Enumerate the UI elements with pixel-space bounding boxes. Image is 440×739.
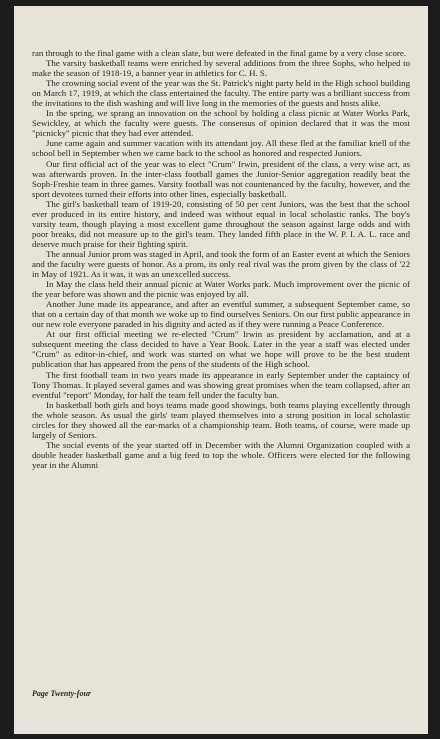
paragraph: Another June made its appearance, and after an eventful summer, a subsequent September came, so that on a certain day of that month we woke up to find ourselves Seniors. On our first public appearance in our new role everyone paraded in his dignity and acted as if they were running a Peace Conference. — [32, 299, 410, 330]
paragraph: Our first official act of the year was to elect "Crum" Irwin, president of the class, a very wise act, as was afterwards proven. In the inter-class football games the Junior-Senior aggregation readily beat the Soph-Freshie team in three games. Varsity football was not countenanced by the faculty, however, and the sport devotees turned their efforts into other lines, especially basketball. — [32, 158, 410, 199]
paragraph: June came again and summer vacation with its attendant joy. All these fled at the familiar knell of the school bell in September when we came back to the school as honored and respected Juniors. — [32, 138, 410, 159]
paragraph: In the spring, we sprang an innovation on the school by holding a class picnic at Water Works Park, Sewickley, at which the faculty were guests. The consensus of opinion declared that it was the most "picnicky" picnic that they had ever attended. — [32, 108, 410, 139]
paragraph: ran through to the final game with a clean slate, but were defeated in the final game by a very close score. — [32, 48, 406, 58]
paragraph: The annual Junior prom was staged in April, and took the form of an Easter event at which the Seniors and the faculty were guests of honor. As a prom, its only real rival was the prom given by the class of '22 in May of 1921. As it was, it was an unexcelled success. — [32, 248, 410, 280]
paragraph: The social events of the year started off in December with the Alumni Organization coupled with a double header basketball game and a big feed to top the whole. Officers were elected for the following year in the Alumni — [32, 439, 410, 470]
page-number: Page Twenty-four — [32, 689, 92, 698]
paragraph: At our first official meeting we re-elected "Crum" Irwin as president by acclamation, and at a subsequent meeting the class decided to have a Year Book. Later in the year a staff was elected under "Crum" as editor-in-chief, and work was started on what we hope will prove to be the best student publication that has appeared from the pens of the students of the High school. — [32, 329, 410, 370]
paragraph: The girl's basketball team of 1919-20, consisting of 50 per cent Juniors, was the best that the school ever produced in its entire history, and indeed was without equal in local scholastic ranks. The boy's varsity team, though playing a most excellent game throughout the season against large odds and with poor breaks, did not measure up to the girl's team. They landed fifth place in the W. P. I. A. L. race and deserve much praise for their fighting spirit. — [32, 198, 410, 249]
paragraph: In basketball both girls and boys teams made good showings, both teams playing excellently through the whole season. As usual the girls' team played themselves into a strong position in local scholastic circles for they showed all the ear-marks of a championship team. Both teams, of course, were made up largely of Seniors. — [32, 399, 410, 440]
paragraph: The first football team in two years made its appearance in early September under the captaincy of Tony Thomas. It played several games and was showing great promises when the team collapsed, after an eventful "report" Monday, for half the team fell under the faculty ban. — [32, 369, 410, 400]
paragraph: The varsity basketball teams were enriched by several additions from the three Sophs, who helped to make the season of 1918-19, a banner year in athletics for C. H. S. — [32, 58, 410, 79]
paragraph: The crowning social event of the year was the St. Patrick's night party held in the High school building on March 17, 1919, at which the class entertained the faculty. The entire party was a brilliant success from the invitations to the dish washing and will live long in the memories of the guests and hosts alike. — [32, 78, 410, 109]
paragraph: In May the class held their annual picnic at Water Works park. Much improvement over the picnic of the year before was shown and the picnic was enjoyed by all. — [32, 279, 410, 300]
body-text — [32, 48, 410, 470]
yearbook-page — [14, 6, 428, 734]
